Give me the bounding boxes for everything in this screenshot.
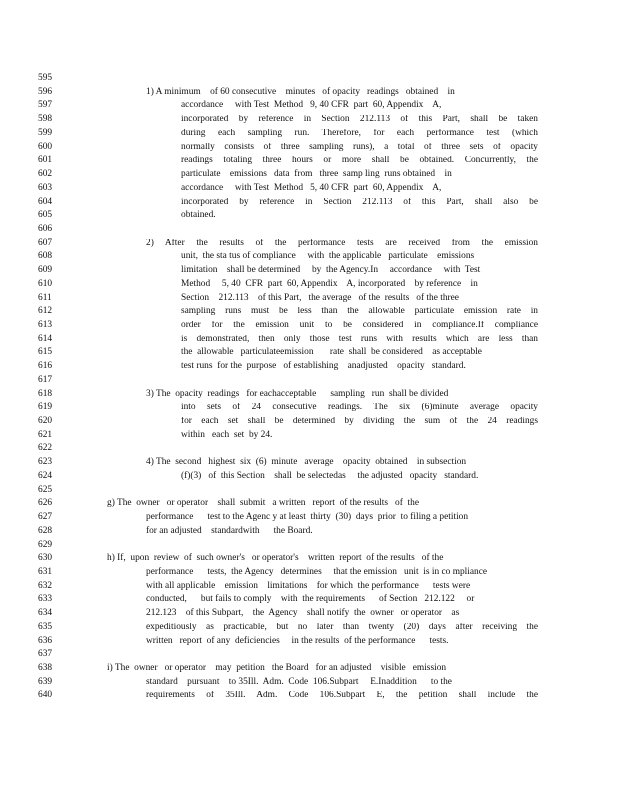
line-number: 619 <box>38 402 53 413</box>
line-number: 612 <box>38 306 53 317</box>
line-number: 621 <box>38 429 53 440</box>
document-line <box>0 527 618 541</box>
document-line <box>0 390 618 404</box>
line-number: 624 <box>38 470 53 481</box>
document-line <box>0 472 618 486</box>
document-line <box>0 417 618 431</box>
line-number: 636 <box>38 635 53 646</box>
line-text: accordance with Test Method 9, 40 CFR part 60, Appendix A, <box>181 100 442 111</box>
document-line <box>0 664 618 678</box>
line-number: 635 <box>38 621 53 632</box>
line-number: 600 <box>38 141 53 152</box>
document-line <box>0 252 618 266</box>
line-number: 603 <box>38 182 53 193</box>
line-number: 622 <box>38 443 53 454</box>
line-text: expeditiously as practicable, but no later than twenty (20) days after receiving the <box>146 622 538 632</box>
document-line <box>0 691 618 705</box>
line-number: 628 <box>38 525 53 536</box>
document-line <box>0 211 618 225</box>
line-number: 630 <box>38 553 53 564</box>
line-text: readings totaling three hours or more shall be obtained. Concurrently, the <box>181 156 538 166</box>
line-text: into sets of 24 consecutive readings. The six (6)minute average opacity <box>181 403 538 413</box>
line-number: 620 <box>38 416 53 426</box>
document-line <box>0 568 618 582</box>
line-number: 601 <box>38 155 53 166</box>
line-text: (f)(3) of this Section shall be selectedas the adjusted opacity standard. <box>181 470 479 481</box>
document-line <box>0 156 618 170</box>
line-number: 604 <box>38 196 53 207</box>
line-number: 598 <box>38 114 53 125</box>
line-text: for each set shall be determined by dividing the sum of the 24 readings <box>181 417 538 426</box>
document-line <box>0 280 618 294</box>
line-text: 1) A minimum of 60 consecutive minutes of opacity readings obtained in <box>146 86 455 97</box>
document-line <box>0 101 618 115</box>
line-text: sampling runs must be less than the allowable particulate emission rate in <box>181 307 538 317</box>
line-text: written report of any deficiencies in the results of the performance tests. <box>146 635 449 646</box>
document-line <box>0 143 618 157</box>
line-text: 2) After the results of the performance tests are received from the emission <box>146 238 538 248</box>
line-number: 605 <box>38 210 53 221</box>
line-text: g) The owner or operator shall submit a written report of the results of the <box>107 498 419 509</box>
line-text: Section 212.113 of this Part, the average of the results of the three <box>181 292 459 303</box>
line-number: 610 <box>38 278 53 289</box>
line-number: 606 <box>38 223 53 234</box>
line-number: 616 <box>38 361 53 372</box>
document-line <box>0 637 618 651</box>
line-number: 596 <box>38 86 53 97</box>
line-text: particulate emissions data from three samp ling runs obtained in <box>181 169 452 179</box>
line-text: performance tests, the Agency determines that the emission unit is in co mpliance <box>146 566 488 577</box>
document-line <box>0 376 618 390</box>
document-line <box>0 266 618 280</box>
line-text: is demonstrated, then only those test runs with results which are less than <box>181 334 538 344</box>
line-number: 597 <box>38 100 53 111</box>
line-number: 617 <box>38 374 53 385</box>
document-line <box>0 225 618 239</box>
line-number: 609 <box>38 265 53 276</box>
document-line <box>0 321 618 335</box>
line-number: 629 <box>38 539 53 550</box>
line-text: normally consists of three sampling runs), a total of three sets of opacity <box>181 142 538 152</box>
line-text: incorporated by reference in Section 212.113 of this Part, shall also be <box>181 197 538 207</box>
line-text: 4) The second highest six (6) minute average opacity obtained in subsection <box>146 457 467 468</box>
line-text: within each set by 24. <box>181 429 273 440</box>
document-line <box>0 623 618 637</box>
document-line <box>0 170 618 184</box>
document-line <box>0 458 618 472</box>
document-line <box>0 307 618 321</box>
line-number: 599 <box>38 127 53 138</box>
document-line <box>0 88 618 102</box>
line-text: accordance with Test Method 5, 40 CFR part 60, Appendix A, <box>181 182 442 193</box>
line-number: 631 <box>38 566 53 577</box>
line-number: 637 <box>38 649 53 660</box>
line-number: 627 <box>38 512 53 522</box>
line-text: 212.123 of this Subpart, the Agency shall notify the owner or operator as <box>146 608 460 619</box>
line-number: 623 <box>38 457 53 468</box>
line-text: for an adjusted standardwith the Board. <box>146 525 313 536</box>
line-text: limitation shall be determined by the Agency.In accordance with Test <box>181 265 481 276</box>
document-line <box>0 499 618 513</box>
line-text: incorporated by reference in Section 212.113 of this Part, shall be taken <box>181 115 538 125</box>
document-line <box>0 650 618 664</box>
document-line <box>0 74 618 88</box>
document-line <box>0 513 618 527</box>
document-line <box>0 362 618 376</box>
line-text: conducted, but fails to comply with the requirements of Section 212.122 or <box>146 594 475 605</box>
line-number: 632 <box>38 580 53 591</box>
document-line <box>0 554 618 568</box>
line-text: order for the emission unit to be considered in compliance.If compliance <box>181 321 538 330</box>
document-line <box>0 115 618 129</box>
document-line <box>0 403 618 417</box>
line-text: test runs for the purpose of establishing anadjusted opacity standard. <box>181 361 466 372</box>
document-line <box>0 184 618 198</box>
document-line <box>0 198 618 212</box>
line-number: 615 <box>38 347 53 358</box>
line-number: 608 <box>38 251 53 262</box>
line-number: 625 <box>38 484 53 495</box>
document-line <box>0 609 618 623</box>
line-number: 595 <box>38 73 53 83</box>
line-number: 618 <box>38 388 53 399</box>
document-line <box>0 335 618 349</box>
line-text: the allowable particulateemission rate shall be considered as acceptable <box>181 347 482 358</box>
document-line <box>0 431 618 445</box>
line-text: Method 5, 40 CFR part 60, Appendix A, incorporated by reference in <box>181 278 478 289</box>
line-text: h) If, upon review of such owner's or operator's written report of the results of the <box>107 553 444 564</box>
line-text: performance test to the Agenc y at least thirty (30) days prior to filing a petition <box>146 512 469 522</box>
line-number: 607 <box>38 237 53 248</box>
document-line <box>0 294 618 308</box>
line-number: 602 <box>38 169 53 179</box>
line-text: during each sampling run. Therefore, for each performance test (which <box>181 128 538 138</box>
line-text: standard pursuant to 35Ill. Adm. Code 106.Subpart E.Inaddition to the <box>146 676 452 687</box>
line-text: i) The owner or operator may petition the Board for an adjusted visible emission <box>107 663 447 673</box>
line-text: unit, the sta tus of compliance with the applicable particulate emissions <box>181 251 475 262</box>
line-number: 614 <box>38 333 53 344</box>
document-line <box>0 129 618 143</box>
line-text: obtained. <box>181 210 216 221</box>
line-number: 611 <box>38 292 52 303</box>
line-text: with all applicable emission limitations for which the performance tests were <box>146 580 471 591</box>
line-number: 638 <box>38 663 53 673</box>
line-text: 3) The opacity readings for eachacceptable sampling run shall be divided <box>146 388 449 399</box>
line-number: 613 <box>38 320 53 330</box>
line-number: 633 <box>38 594 53 605</box>
line-number: 639 <box>38 676 53 687</box>
line-text: requirements of 35Ill. Adm. Code 106.Subpart E, the petition shall include the <box>146 691 538 701</box>
document-line <box>0 678 618 692</box>
line-number: 626 <box>38 498 53 509</box>
line-number: 640 <box>38 690 53 701</box>
line-number: 634 <box>38 608 53 619</box>
